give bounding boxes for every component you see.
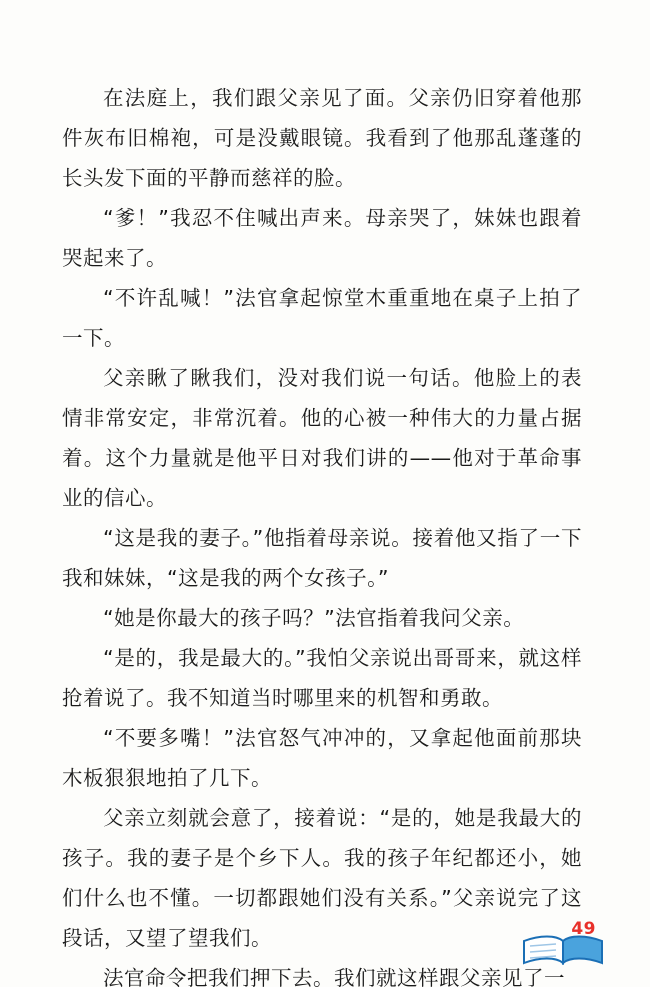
paragraph: “爹！”我忍不住喊出声来。母亲哭了，妹妹也跟着哭起来了。 bbox=[62, 206, 582, 270]
paragraph: “她是你最大的孩子吗？”法官指着我问父亲。 bbox=[103, 606, 525, 630]
paragraph: “不要多嘴！”法官怒气冲冲的，又拿起他面前那块木板狠狠地拍了几下。 bbox=[62, 726, 582, 790]
paragraph: 父亲瞅了瞅我们，没对我们说一句话。他脸上的表情非常安定，非常沉着。他的心被一种伟大的力量占据着。这个力量就是他平日对我们讲的——他对于革命事业的信心。 bbox=[62, 366, 582, 510]
paragraph: “这是我的妻子。”他指着母亲说。接着他又指了一下我和妹妹，“这是我的两个女孩子。” bbox=[62, 526, 582, 590]
paragraph: 法官命令把我们押下去。我们就这样跟父亲见了一 bbox=[103, 966, 565, 990]
paragraph: 父亲立刻就会意了，接着说：“是的，她是我最大的孩子。我的妻子是个乡下人。我的孩子年纪都还小，她们什么也不懂。一切都跟她们没有关系。”父亲说完了这段话，又望了望我们。 bbox=[62, 806, 582, 950]
page-footer bbox=[514, 919, 606, 965]
page-number: 49 bbox=[571, 919, 596, 939]
page-text-body bbox=[62, 78, 582, 998]
paragraph: “是的，我是最大的。”我怕父亲说出哥哥来，就这样抢着说了。我不知道当时哪里来的机智和勇敢。 bbox=[62, 646, 582, 710]
paragraph: 在法庭上，我们跟父亲见了面。父亲仍旧穿着他那件灰布旧棉袍，可是没戴眼镜。我看到了他那乱蓬蓬的长头发下面的平静而慈祥的脸。 bbox=[62, 86, 582, 190]
paragraph: “不许乱喊！”法官拿起惊堂木重重地在桌子上拍了一下。 bbox=[62, 286, 582, 350]
